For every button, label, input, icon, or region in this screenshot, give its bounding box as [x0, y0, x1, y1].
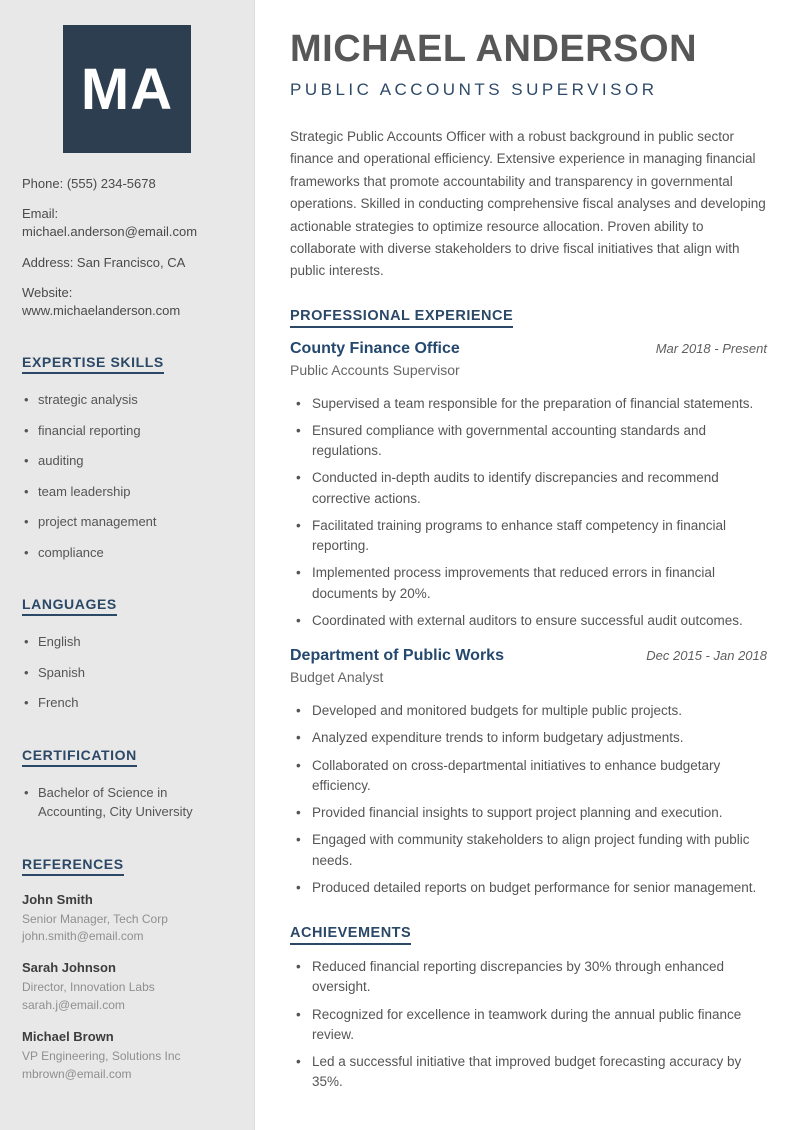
job-bullet: • Developed and monitored budgets for multiple public projects.	[290, 701, 767, 721]
contact-address: Address: San Francisco, CA	[22, 254, 186, 270]
company-name: Department of Public Works	[290, 647, 504, 665]
job-bullet: • Conducted in-depth audits to identify discrepancies and recommend corrective actions.	[290, 468, 767, 509]
skill-item: • team leadership	[22, 482, 232, 502]
references-heading: REFERENCES	[22, 856, 124, 876]
job-bullet: • Engaged with community stakeholders to align project funding with public needs.	[290, 830, 767, 871]
languages-heading: LANGUAGES	[22, 596, 117, 616]
achievement-item: • Led a successful initiative that improved budget forecasting accuracy by 35%.	[290, 1052, 767, 1093]
contact-info	[22, 175, 232, 320]
job-entry	[290, 647, 767, 898]
skill-item: • financial reporting	[22, 421, 232, 441]
certification-heading: CERTIFICATION	[22, 747, 137, 767]
reference-title: Senior Manager, Tech Corp	[22, 911, 168, 926]
skills-section	[22, 354, 232, 562]
reference-name: Michael Brown	[22, 1029, 114, 1045]
reference-email: john.smith@email.com	[22, 929, 144, 944]
contact-website: Website: www.michaelanderson.com	[22, 284, 181, 318]
job-bullet: • Ensured compliance with governmental accounting standards and regulations.	[290, 421, 767, 462]
skill-item: • compliance	[22, 543, 232, 563]
reference-name: John Smith	[22, 891, 93, 907]
job-bullet: • Supervised a team responsible for the preparation of financial statements.	[290, 394, 767, 414]
languages-section	[22, 596, 232, 713]
job-bullet: • Collaborated on cross-departmental initiatives to enhance budgetary efficiency.	[290, 756, 767, 797]
job-role: Public Accounts Supervisor	[290, 361, 460, 378]
language-item: • English	[22, 632, 232, 652]
language-item: • French	[22, 693, 232, 713]
job-dates: Mar 2018 - Present	[655, 340, 767, 356]
skill-item: • project management	[22, 512, 232, 532]
achievement-item: • Recognized for excellence in teamwork during the annual public finance review.	[290, 1005, 767, 1046]
experience-heading: PROFESSIONAL EXPERIENCE	[290, 308, 513, 328]
certification-section	[22, 747, 232, 822]
reference-email: sarah.j@email.com	[22, 997, 125, 1012]
job-bullet: • Facilitated training programs to enhance staff competency in financial reporting.	[290, 516, 767, 557]
reference-title: VP Engineering, Solutions Inc	[22, 1049, 181, 1064]
job-header	[290, 647, 767, 665]
job-bullet-list	[290, 394, 767, 632]
job-entry	[290, 340, 767, 632]
achievements-heading: ACHIEVEMENTS	[290, 925, 411, 945]
page-title: MICHAEL ANDERSON	[290, 28, 698, 70]
job-header	[290, 340, 767, 358]
job-bullet: • Implemented process improvements that reduced errors in financial documents by 20%.	[290, 563, 767, 604]
job-bullet: • Produced detailed reports on budget performance for senior management.	[290, 878, 767, 898]
reference-name: Sarah Johnson	[22, 960, 116, 976]
contact-phone: Phone: (555) 234-5678	[22, 176, 156, 191]
job-role: Budget Analyst	[290, 669, 384, 686]
language-item: • Spanish	[22, 663, 232, 683]
professional-summary: Strategic Public Accounts Officer with a robust background in public sector finance and operational efficiency. Extensive experience in managing financial frameworks that promote accountability and transparency in governmental operations. Skilled in conducting comprehensive fiscal analyses and developing actionable strategies to optimize resource allocation. Proven ability to collaborate with diverse stakeholders to drive fiscal initiatives that align with public interests.	[290, 128, 766, 279]
experience-section	[290, 307, 767, 899]
skills-heading: EXPERTISE SKILLS	[22, 354, 164, 374]
certification-list	[22, 783, 232, 822]
job-bullet: • Provided financial insights to support project planning and execution.	[290, 803, 767, 823]
job-headline: PUBLIC ACCOUNTS SUPERVISOR	[290, 79, 658, 99]
company-name: County Finance Office	[290, 339, 460, 357]
languages-list	[22, 632, 232, 713]
skill-item: • auditing	[22, 451, 232, 471]
job-bullet: • Analyzed expenditure trends to inform budgetary adjustments.	[290, 728, 767, 748]
reference-entry	[22, 892, 232, 946]
skill-item: • strategic analysis	[22, 390, 232, 410]
achievements-list	[290, 957, 767, 1093]
job-dates: Dec 2015 - Jan 2018	[646, 648, 767, 664]
achievement-item: • Reduced financial reporting discrepancies by 30% through enhanced oversight.	[290, 957, 767, 998]
certification-item: • Bachelor of Science in Accounting, City University	[22, 783, 232, 822]
reference-entry	[22, 960, 232, 1014]
achievements-section	[290, 924, 767, 1093]
skills-list	[22, 390, 232, 562]
reference-entry	[22, 1029, 232, 1083]
resume-main	[255, 0, 800, 1130]
monogram-avatar	[63, 25, 191, 153]
job-bullet: • Coordinated with external auditors to ensure successful audit outcomes.	[290, 611, 767, 631]
sidebar	[0, 0, 255, 1130]
references-section	[22, 856, 232, 1083]
contact-email: Email: michael.anderson@email.com	[22, 206, 198, 240]
job-bullet-list	[290, 701, 767, 898]
reference-email: mbrown@email.com	[22, 1066, 132, 1081]
reference-title: Director, Innovation Labs	[22, 980, 155, 995]
avatar-initials: MA	[80, 56, 174, 122]
